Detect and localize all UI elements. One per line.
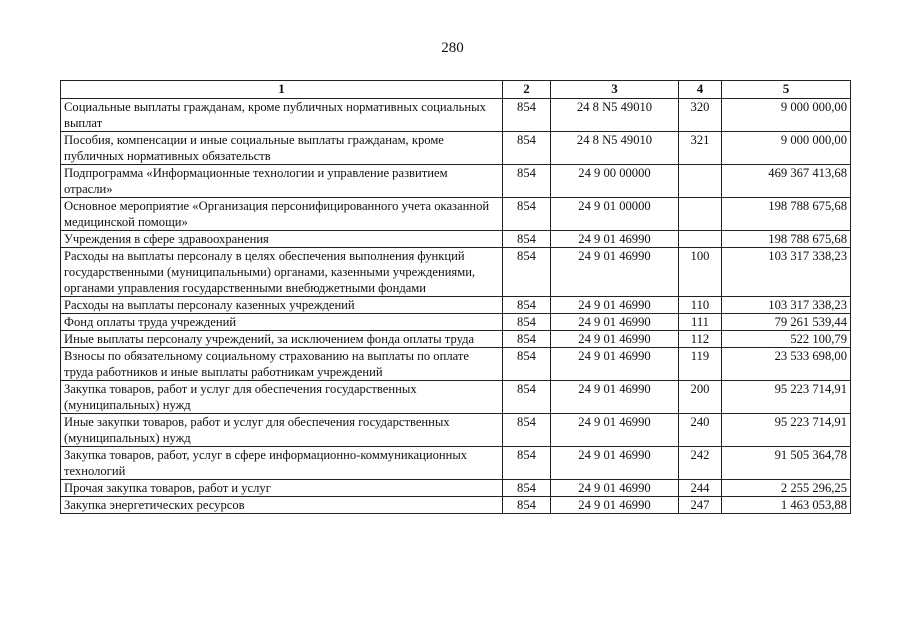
gr-cell: 854 [503, 480, 551, 497]
gr-cell: 854 [503, 231, 551, 248]
table-row [61, 132, 851, 165]
sum-cell: 198 788 675,68 [722, 198, 851, 231]
table-row [61, 248, 851, 297]
kcs-cell: 24 9 01 46990 [551, 314, 679, 331]
sum-cell: 469 367 413,68 [722, 165, 851, 198]
kvr-cell: 200 [679, 381, 722, 414]
name-cell: Иные выплаты персоналу учреждений, за исключением фонда оплаты труда [61, 331, 503, 348]
header-col-4: 4 [679, 81, 722, 99]
sum-cell: 95 223 714,91 [722, 381, 851, 414]
kvr-cell: 242 [679, 447, 722, 480]
name-cell: Учреждения в сфере здравоохранения [61, 231, 503, 248]
sum-cell: 79 261 539,44 [722, 314, 851, 331]
table-row [61, 297, 851, 314]
kvr-cell [679, 198, 722, 231]
header-row [61, 81, 851, 99]
sum-cell: 23 533 698,00 [722, 348, 851, 381]
kvr-cell: 110 [679, 297, 722, 314]
sum-cell: 103 317 338,23 [722, 248, 851, 297]
gr-cell: 854 [503, 297, 551, 314]
table-row [61, 165, 851, 198]
header-col-1: 1 [61, 81, 503, 99]
kcs-cell: 24 9 01 46990 [551, 348, 679, 381]
name-cell: Подпрограмма «Информационные технологии и управление развитием отрасли» [61, 165, 503, 198]
sum-cell: 1 463 053,88 [722, 497, 851, 514]
gr-cell: 854 [503, 165, 551, 198]
sum-cell: 91 505 364,78 [722, 447, 851, 480]
kvr-cell [679, 231, 722, 248]
kcs-cell: 24 9 00 00000 [551, 165, 679, 198]
sum-cell: 103 317 338,23 [722, 297, 851, 314]
table-row [61, 381, 851, 414]
table-row [61, 198, 851, 231]
kcs-cell: 24 9 01 46990 [551, 480, 679, 497]
kvr-cell: 111 [679, 314, 722, 331]
kcs-cell: 24 8 N5 49010 [551, 99, 679, 132]
sum-cell: 522 100,79 [722, 331, 851, 348]
sum-cell: 9 000 000,00 [722, 99, 851, 132]
gr-cell: 854 [503, 198, 551, 231]
gr-cell: 854 [503, 497, 551, 514]
table-row [61, 331, 851, 348]
table-row [61, 497, 851, 514]
name-cell: Закупка товаров, работ, услуг в сфере информационно-коммуникационных технологий [61, 447, 503, 480]
gr-cell: 854 [503, 132, 551, 165]
table-row [61, 314, 851, 331]
gr-cell: 854 [503, 414, 551, 447]
kvr-cell: 244 [679, 480, 722, 497]
table-row [61, 480, 851, 497]
table-row [61, 348, 851, 381]
kcs-cell: 24 9 01 46990 [551, 248, 679, 297]
name-cell: Взносы по обязательному социальному страхованию на выплаты по оплате труда работников и иные выплаты работникам учреждений [61, 348, 503, 381]
kvr-cell [679, 165, 722, 198]
sum-cell: 9 000 000,00 [722, 132, 851, 165]
table-row [61, 99, 851, 132]
kcs-cell: 24 9 01 46990 [551, 497, 679, 514]
kvr-cell: 100 [679, 248, 722, 297]
name-cell: Закупка товаров, работ и услуг для обеспечения государственных (муниципальных) нужд [61, 381, 503, 414]
header-col-2: 2 [503, 81, 551, 99]
name-cell: Расходы на выплаты персоналу в целях обеспечения выполнения функций государственными (муниципальными) органами, казенными учреждениями, органами управления государственными внебюджетными фондами [61, 248, 503, 297]
budget-table [60, 80, 851, 514]
kcs-cell: 24 9 01 46990 [551, 414, 679, 447]
kcs-cell: 24 9 01 46990 [551, 297, 679, 314]
name-cell: Основное мероприятие «Организация персонифицированного учета оказанной медицинской помощи» [61, 198, 503, 231]
name-cell: Фонд оплаты труда учреждений [61, 314, 503, 331]
kvr-cell: 321 [679, 132, 722, 165]
table-row [61, 447, 851, 480]
kcs-cell: 24 9 01 00000 [551, 198, 679, 231]
kcs-cell: 24 9 01 46990 [551, 381, 679, 414]
kvr-cell: 240 [679, 414, 722, 447]
kcs-cell: 24 9 01 46990 [551, 331, 679, 348]
sum-cell: 2 255 296,25 [722, 480, 851, 497]
gr-cell: 854 [503, 381, 551, 414]
kcs-cell: 24 8 N5 49010 [551, 132, 679, 165]
name-cell: Закупка энергетических ресурсов [61, 497, 503, 514]
name-cell: Расходы на выплаты персоналу казенных учреждений [61, 297, 503, 314]
gr-cell: 854 [503, 248, 551, 297]
kcs-cell: 24 9 01 46990 [551, 231, 679, 248]
page-number: 280 [441, 40, 464, 56]
table-row [61, 231, 851, 248]
kvr-cell: 247 [679, 497, 722, 514]
gr-cell: 854 [503, 331, 551, 348]
gr-cell: 854 [503, 348, 551, 381]
gr-cell: 854 [503, 99, 551, 132]
gr-cell: 854 [503, 314, 551, 331]
kvr-cell: 320 [679, 99, 722, 132]
gr-cell: 854 [503, 447, 551, 480]
header-col-3: 3 [551, 81, 679, 99]
name-cell: Пособия, компенсации и иные социальные выплаты гражданам, кроме публичных нормативных обязательств [61, 132, 503, 165]
sum-cell: 95 223 714,91 [722, 414, 851, 447]
sum-cell: 198 788 675,68 [722, 231, 851, 248]
kvr-cell: 112 [679, 331, 722, 348]
table-row [61, 414, 851, 447]
name-cell: Иные закупки товаров, работ и услуг для обеспечения государственных (муниципальных) нужд [61, 414, 503, 447]
name-cell: Социальные выплаты гражданам, кроме публичных нормативных социальных выплат [61, 99, 503, 132]
header-col-5: 5 [722, 81, 851, 99]
kvr-cell: 119 [679, 348, 722, 381]
kcs-cell: 24 9 01 46990 [551, 447, 679, 480]
name-cell: Прочая закупка товаров, работ и услуг [61, 480, 503, 497]
